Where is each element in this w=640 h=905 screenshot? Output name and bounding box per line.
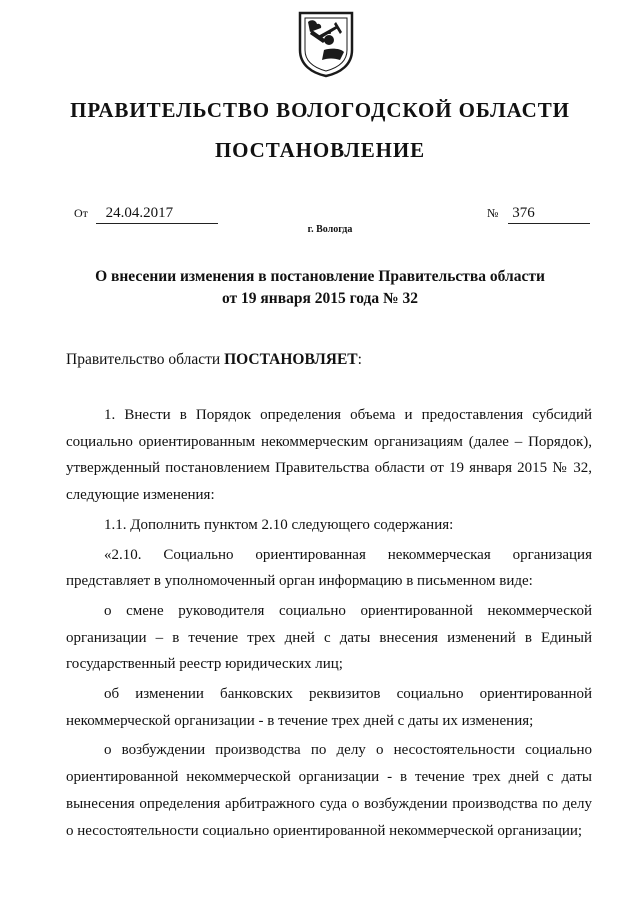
preamble-tail: : (357, 351, 362, 368)
paragraph: о смене руководителя социально ориентированной некоммерческой организации – в течение трех дней с даты внесения изменений в Единый государственный реестр юридических лиц; (66, 602, 592, 673)
coat-of-arms-icon (296, 10, 356, 78)
city-label: г. Вологда (307, 224, 353, 235)
document-number-row (487, 205, 590, 224)
organization-title: ПРАВИТЕЛЬСТВО ВОЛОГОДСКОЙ ОБЛАСТИ (70, 98, 570, 122)
document-date: 24.04.2017 (96, 205, 218, 224)
paragraph: «2.10. Социально ориентированная некоммерческая организация представляет в уполномоченный орган информацию в письменном виде: (66, 546, 592, 590)
date-prefix: От (74, 206, 88, 220)
paragraph: о возбуждении производства по делу о несостоятельности социально ориентированной некоммерческой организации - в течение трех дней с даты вынесения определения арбитражного суда о возбуждении производства по делу о несостоятельности социально ориентированной некоммерческой организации; (66, 742, 592, 839)
preamble (66, 351, 362, 369)
paragraph: 1. Внести в Порядок определения объема и предоставления субсидий социально ориентированным некоммерческим организациям (далее – Порядок), утвержденный постановлением Правительства области от 19 января 2015 № 32, следующие изменения: (66, 407, 592, 504)
document-number: 376 (508, 205, 590, 224)
paragraph: об изменении банковских реквизитов социально ориентированной некоммерческой организации - в течение трех дней с даты их изменения; (66, 686, 592, 729)
document-date-row (74, 205, 218, 224)
preamble-text: Правительство области (66, 351, 225, 368)
number-prefix: № (487, 206, 499, 220)
document-subject (0, 266, 640, 310)
subject-line-1: О внесении изменения в постановление Правительства области (95, 268, 545, 285)
document-type: ПОСТАНОВЛЕНИЕ (214, 138, 426, 162)
paragraph: 1.1. Дополнить пунктом 2.10 следующего содержания: (104, 516, 454, 533)
document-body (66, 402, 592, 844)
subject-line-2: от 19 января 2015 года № 32 (222, 290, 418, 307)
preamble-bold: ПОСТАНОВЛЯЕТ (224, 351, 358, 368)
